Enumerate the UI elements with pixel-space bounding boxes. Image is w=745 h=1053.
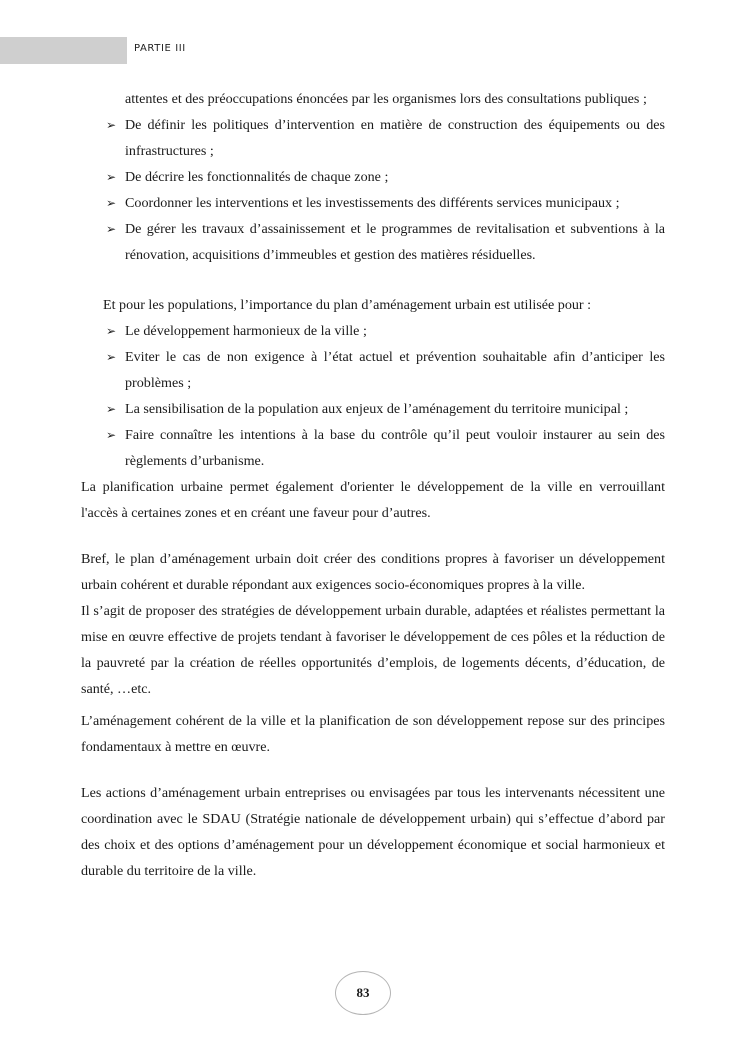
paragraph-strategies: Il s’agit de proposer des stratégies de développement urbain durable, adaptées et réalistes permettant la mise en œuvre effective de projets tendant à favoriser le développement de ces pôles et la réduction de la pauvreté par la création de réelles opportunités d’emplois, de logements décents, d’éducation, de santé, …etc.	[81, 603, 665, 697]
populations-lead: Et pour les populations, l’importance du plan d’aménagement urbain est utilisée pour :	[103, 297, 592, 313]
section-label: PARTIE III	[134, 43, 186, 54]
list-item: ➢ De gérer les travaux d’assainissement et le programmes de revitalisation et subventions à la rénovation, acquisitions d’immeubles et gestion des matières résiduelles.	[81, 216, 665, 268]
list-item: ➢ De décrire les fonctionnalités de chaque zone ;	[81, 164, 665, 190]
header-shade-bar	[0, 37, 127, 64]
list-item: ➢ De définir les politiques d’intervention en matière de construction des équipements ou des infrastructures ;	[81, 112, 665, 164]
paragraph-principes: L’aménagement cohérent de la ville et la planification de son développement repose sur des principes fondamentaux à mettre en œuvre.	[81, 713, 665, 755]
arrowhead-bullet-icon: ➢	[106, 170, 117, 184]
page-number: 83	[335, 971, 391, 1015]
list-item: ➢ Eviter le cas de non exigence à l’état actuel et prévention souhaitable afin d’anticiper les problèmes ;	[81, 344, 665, 396]
list-item: ➢ La sensibilisation de la population aux enjeux de l’aménagement du territoire municipal ;	[81, 396, 665, 422]
list-item: ➢ Faire connaître les intentions à la base du contrôle qu’il peut vouloir instaurer au sein des règlements d’urbanisme.	[81, 422, 665, 474]
arrowhead-bullet-icon: ➢	[106, 402, 117, 416]
list-item: ➢ Le développement harmonieux de la ville ;	[81, 318, 665, 344]
arrowhead-bullet-icon: ➢	[106, 350, 117, 364]
page-body	[81, 86, 665, 884]
paragraph-bref: Bref, le plan d’aménagement urbain doit créer des conditions propres à favoriser un développement urbain cohérent et durable répondant aux exigences socio-économiques propres à la ville.	[81, 551, 665, 593]
arrowhead-bullet-icon: ➢	[106, 222, 117, 236]
arrowhead-bullet-icon: ➢	[106, 324, 117, 338]
populations-list	[81, 318, 665, 474]
list-item: ➢ Coordonner les interventions et les investissements des différents services municipaux ;	[81, 190, 665, 216]
arrowhead-bullet-icon: ➢	[106, 118, 117, 132]
paragraph-planification: La planification urbaine permet également d'orienter le développement de la ville en verrouillant l'accès à certaines zones et en créant une faveur pour d’autres.	[81, 479, 665, 521]
intro-continuation: attentes et des préoccupations énoncées par les organismes lors des consultations publiques ;	[125, 91, 647, 107]
arrowhead-bullet-icon: ➢	[106, 428, 117, 442]
arrowhead-bullet-icon: ➢	[106, 196, 117, 210]
objectives-list	[81, 112, 665, 268]
paragraph-actions: Les actions d’aménagement urbain entreprises ou envisagées par tous les intervenants nécessitent une coordination avec le SDAU (Stratégie nationale de développement urbain) qui s’effectue d’abord par des choix et des options d’aménagement pour un développement économique et social harmonieux et durable du territoire de la ville.	[81, 785, 665, 879]
